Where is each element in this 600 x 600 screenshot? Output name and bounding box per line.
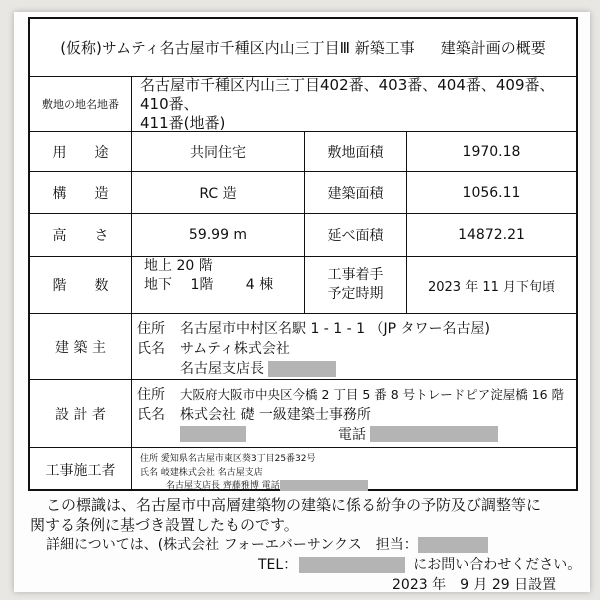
designer-name: 株式会社 礎 一級建築士事務所 <box>180 407 371 423</box>
notice-line-2: 関する条例に基づき設置したものです。 <box>30 516 299 534</box>
designer-addr-label: 住所 <box>137 387 165 403</box>
structure-value: RC 造 <box>132 172 305 214</box>
floors-below: 地下 1階 4 棟 <box>144 277 274 293</box>
floor-area-value: 14872.21 <box>407 214 576 257</box>
tel-label: TEL： <box>258 557 298 573</box>
site-label: 敷地の地名地番 <box>30 77 132 132</box>
start-value: 2023 年 11 月下旬頃 <box>407 257 576 314</box>
contractor-rep: 名古屋支店長 齊藤雅博 電話 <box>166 481 280 491</box>
notice-line-1: この標識は、名古屋市中高層建築物の建築に係る紛争の予防及び調整等に <box>46 496 542 514</box>
notice-detail: 詳細については、(株式会社 フォーエバーサンクス 担当： <box>46 537 418 553</box>
redacted <box>370 426 498 442</box>
contact-text: にお問い合わせください。 <box>413 557 582 573</box>
building-plan-table <box>28 17 578 491</box>
project-name: (仮称)サムティ名古屋市千種区内山三丁目Ⅲ 新築工事 <box>60 39 415 57</box>
owner-name-label: 氏名 <box>137 341 165 357</box>
height-value: 59.99 m <box>132 214 305 257</box>
owner-cell <box>132 314 576 380</box>
install-date: 2023 年 9 月 29 日設置 <box>392 577 557 593</box>
use-value: 共同住宅 <box>132 132 305 172</box>
start-label-2: 予定時期 <box>327 286 384 302</box>
contractor-rep-line <box>166 478 368 491</box>
designer-name-label: 氏名 <box>137 407 165 423</box>
contractor-addr: 住所 愛知県名古屋市東区葵3丁目25番32号 <box>140 454 316 464</box>
contractor-cell <box>132 448 576 491</box>
floor-area-label: 延べ面積 <box>305 214 407 257</box>
floors-above: 地上 20 階 <box>144 258 213 274</box>
building-area-label: 建築面積 <box>305 172 407 214</box>
title-row <box>30 19 576 77</box>
site-value <box>132 77 576 132</box>
contractor-label: 工事施工者 <box>30 448 132 491</box>
owner-label: 建 築 主 <box>30 314 132 380</box>
site-line-2: 411番(地番) <box>140 113 226 132</box>
owner-addr-label: 住所 <box>137 321 165 337</box>
contractor-name: 氏名 岐建株式会社 名古屋支店 <box>140 468 263 478</box>
start-label <box>305 257 407 314</box>
redacted <box>418 537 488 553</box>
start-label-1: 工事着手 <box>327 267 384 283</box>
owner-title-line <box>180 358 336 378</box>
designer-label: 設 計 者 <box>30 380 132 448</box>
notice-line-3 <box>46 534 488 554</box>
redacted <box>180 426 246 442</box>
height-label: 高 さ <box>30 214 132 257</box>
structure-label: 構 造 <box>30 172 132 214</box>
redacted <box>268 361 336 377</box>
use-label: 用 途 <box>30 132 132 172</box>
floors-label: 階 数 <box>30 257 132 314</box>
site-line-1: 名古屋市千種区内山三丁目402番、403番、404番、409番、410番、 <box>140 75 555 113</box>
redacted <box>299 557 405 573</box>
floors-value <box>132 257 305 314</box>
owner-name: サムティ株式会社 <box>180 341 290 357</box>
notice-tel-line <box>258 554 581 574</box>
owner-addr: 名古屋市中村区名駅 1 - 1 - 1 （JP タワー名古屋) <box>180 321 491 337</box>
building-area-value: 1056.11 <box>407 172 576 214</box>
designer-phone-label: 電話 <box>338 427 366 443</box>
redacted <box>280 480 368 491</box>
heading: 建築計画の概要 <box>440 39 546 57</box>
site-area-label: 敷地面積 <box>305 132 407 172</box>
site-area-value: 1970.18 <box>407 132 576 172</box>
designer-addr: 大阪府大阪市中央区今橋 2 丁目 5 番 8 号トレードピア淀屋橋 16 階 <box>180 387 565 402</box>
designer-cell <box>132 380 576 448</box>
owner-title: 名古屋支店長 <box>180 361 264 377</box>
